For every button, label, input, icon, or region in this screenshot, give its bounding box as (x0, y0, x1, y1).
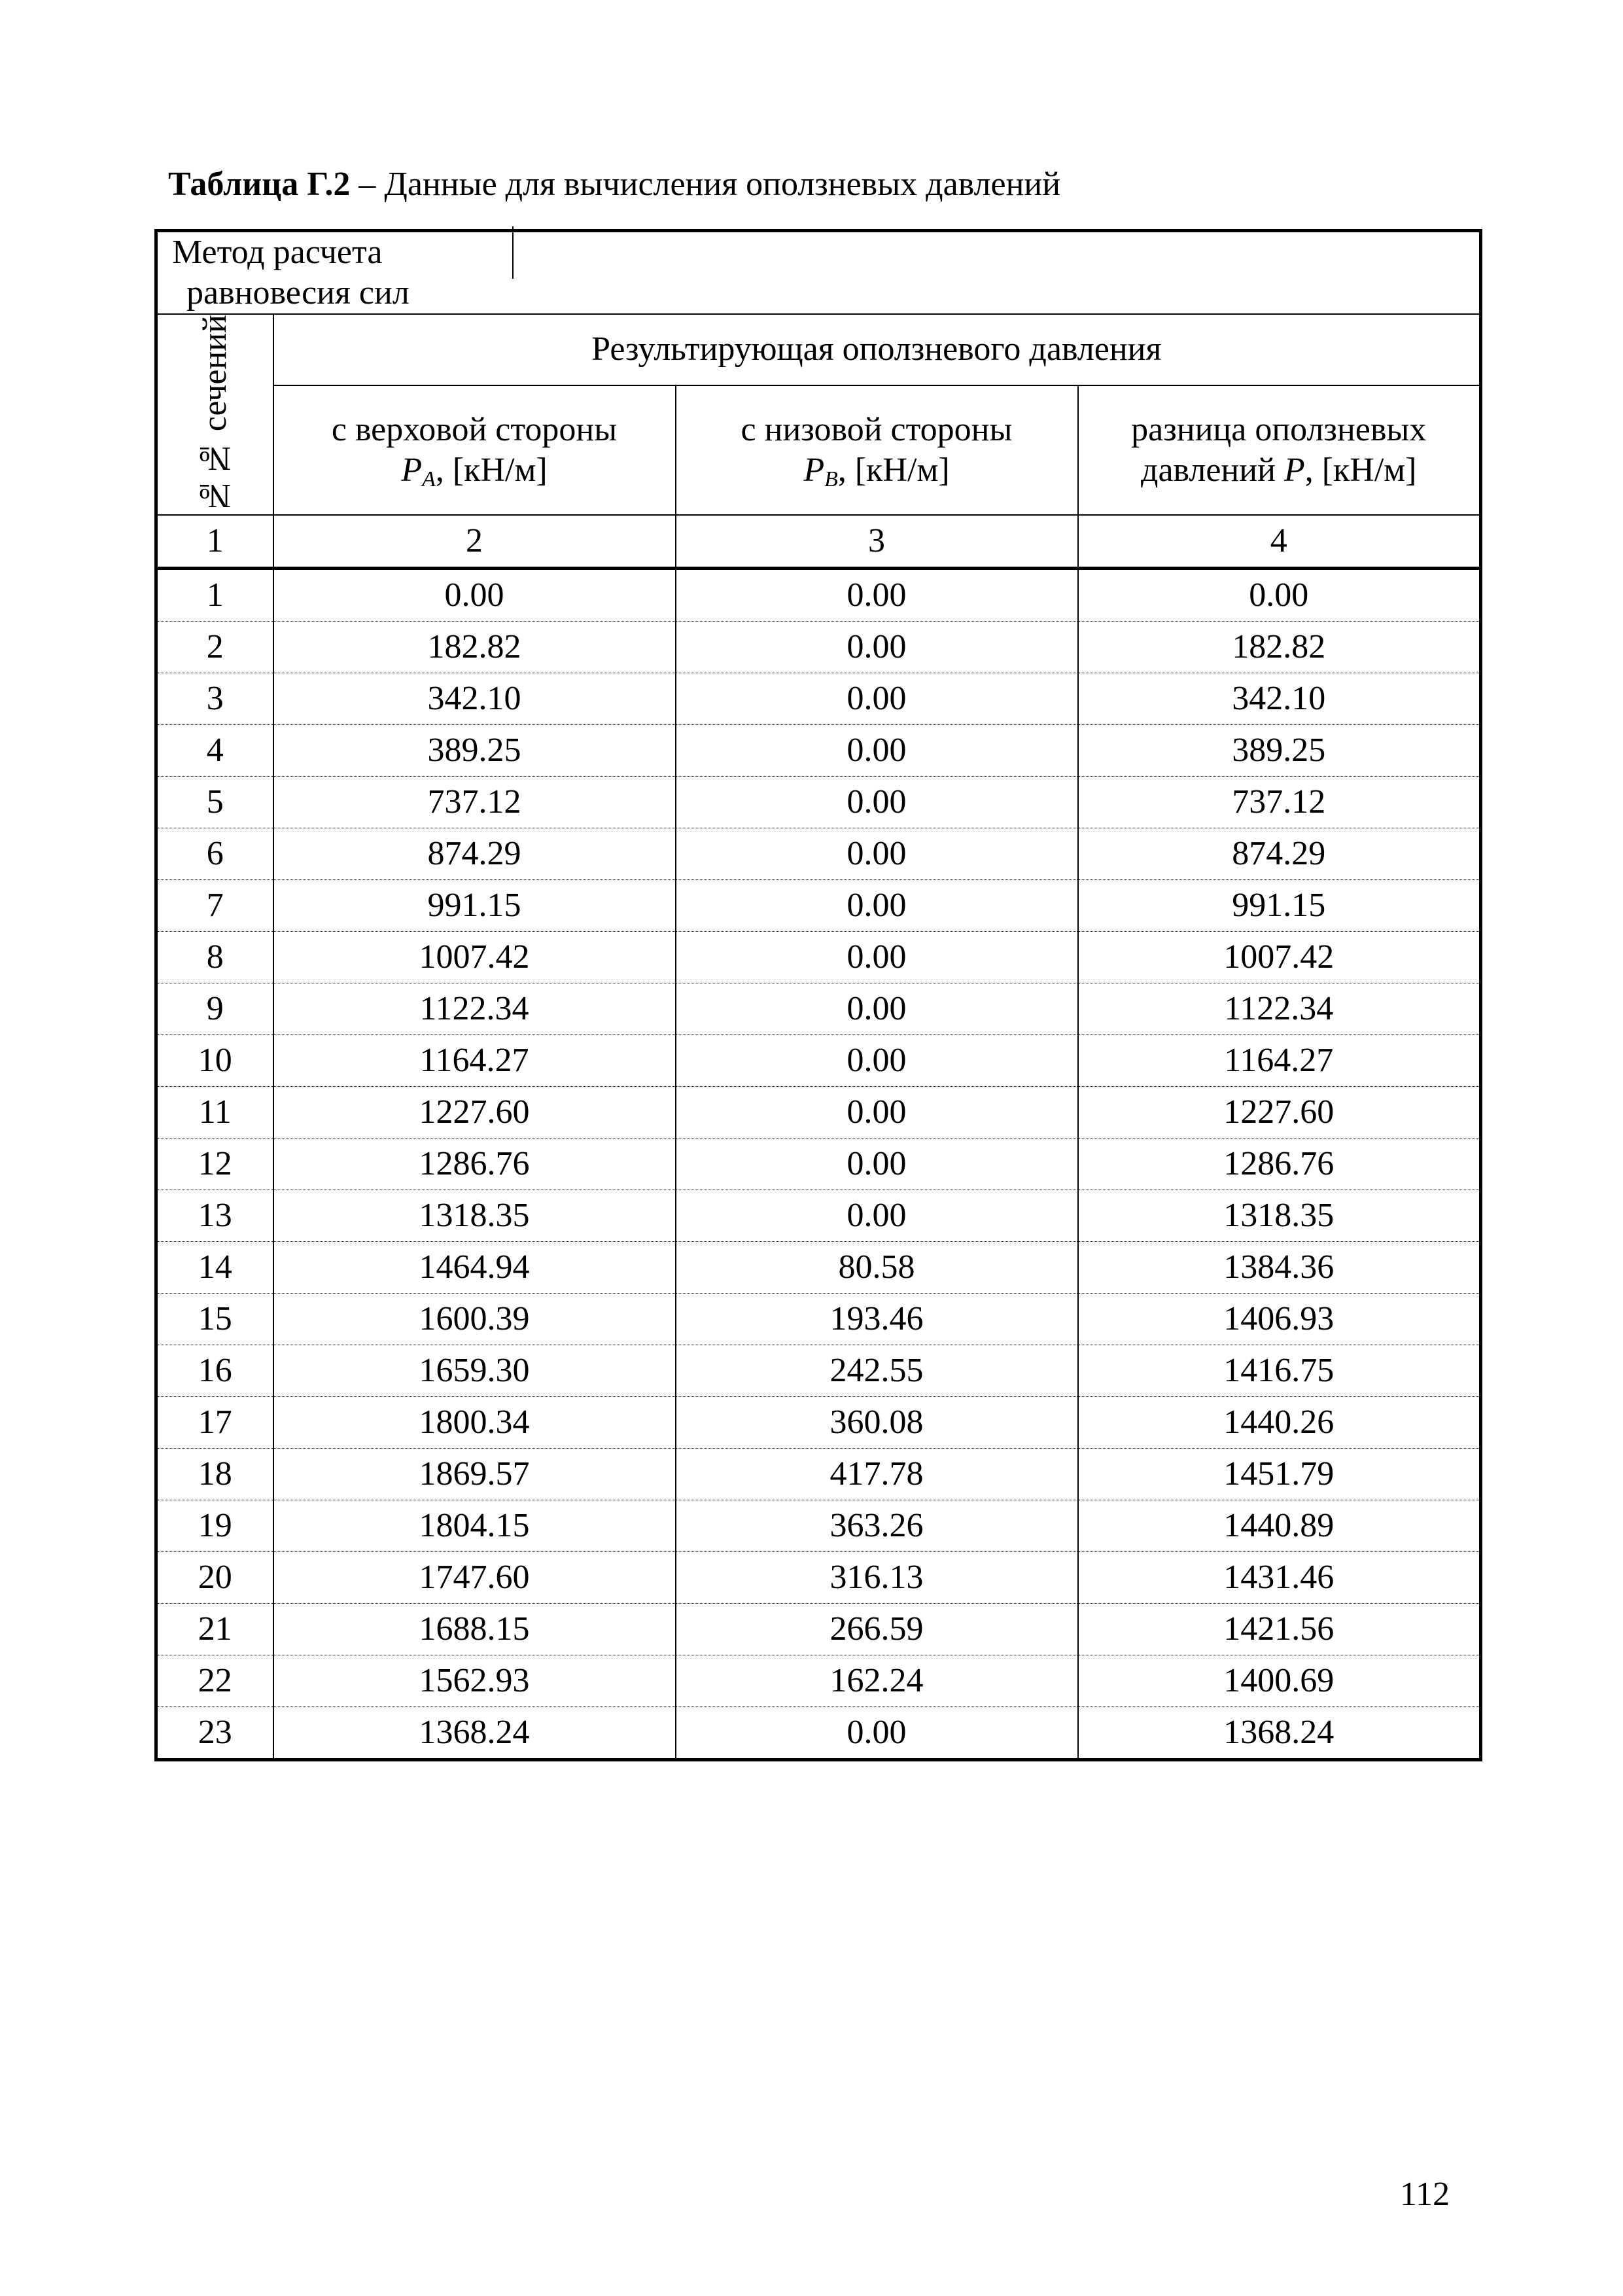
difference-symbol: P (1283, 451, 1305, 489)
lower-pressure-cell: 0.00 (676, 880, 1078, 932)
lower-pressure-cell: 80.58 (676, 1242, 1078, 1294)
column-number-row (156, 515, 1481, 569)
difference-title: разница оползневых (1131, 411, 1427, 449)
upper-side-header (273, 385, 676, 515)
lower-pressure-cell: 242.55 (676, 1345, 1078, 1397)
section-number-cell: 9 (156, 983, 273, 1035)
table-row (156, 622, 1481, 673)
lower-pressure-cell: 0.00 (676, 983, 1078, 1035)
pressure-difference-cell: 1406.93 (1078, 1294, 1481, 1345)
upper-pressure-cell: 1286.76 (273, 1139, 676, 1190)
section-number-cell: 11 (156, 1087, 273, 1139)
lower-pressure-cell: 0.00 (676, 673, 1078, 725)
section-number-cell: 19 (156, 1500, 273, 1552)
pressure-difference-cell: 1368.24 (1078, 1707, 1481, 1760)
pressure-difference-cell: 1122.34 (1078, 983, 1481, 1035)
section-number-cell: 5 (156, 777, 273, 828)
section-number-cell: 2 (156, 622, 273, 673)
column-number: 3 (676, 515, 1078, 569)
section-number-cell: 15 (156, 1294, 273, 1345)
pressure-difference-cell: 1286.76 (1078, 1139, 1481, 1190)
column-number: 4 (1078, 515, 1481, 569)
sub-header-row (156, 385, 1481, 515)
table-row (156, 828, 1481, 880)
section-number-cell: 17 (156, 1397, 273, 1449)
page-number: 112 (1400, 2176, 1450, 2213)
upper-pressure-cell: 1600.39 (273, 1294, 676, 1345)
pressure-difference-cell: 1318.35 (1078, 1190, 1481, 1242)
upper-side-title: с верховой стороны (331, 411, 618, 449)
table-row (156, 1294, 1481, 1345)
section-number-cell: 16 (156, 1345, 273, 1397)
method-value: равновесия сил (186, 274, 410, 311)
pressure-difference-cell: 182.82 (1078, 622, 1481, 673)
table-row (156, 880, 1481, 932)
table-row (156, 1190, 1481, 1242)
table-row (156, 1035, 1481, 1087)
section-number-cell: 12 (156, 1139, 273, 1190)
lower-pressure-cell: 0.00 (676, 1707, 1078, 1760)
section-number-cell: 7 (156, 880, 273, 932)
section-number-cell: 21 (156, 1604, 273, 1655)
lower-pressure-cell: 0.00 (676, 725, 1078, 777)
upper-pressure-cell: 1562.93 (273, 1655, 676, 1707)
lower-side-subscript: B (824, 467, 838, 492)
difference-prefix: давлений (1141, 451, 1284, 489)
pressure-difference-cell: 737.12 (1078, 777, 1481, 828)
upper-pressure-cell: 1318.35 (273, 1190, 676, 1242)
table-row (156, 1655, 1481, 1707)
upper-pressure-cell: 874.29 (273, 828, 676, 880)
table-row (156, 1242, 1481, 1294)
pressure-difference-cell: 1227.60 (1078, 1087, 1481, 1139)
section-number-cell: 13 (156, 1190, 273, 1242)
table-row (156, 725, 1481, 777)
upper-pressure-cell: 1869.57 (273, 1449, 676, 1500)
lower-pressure-cell: 0.00 (676, 622, 1078, 673)
pressure-difference-cell: 342.10 (1078, 673, 1481, 725)
lower-pressure-cell: 316.13 (676, 1552, 1078, 1604)
lower-pressure-cell: 0.00 (676, 1139, 1078, 1190)
pressure-difference-cell: 1400.69 (1078, 1655, 1481, 1707)
pressure-difference-cell: 1421.56 (1078, 1604, 1481, 1655)
lower-side-symbol: P (803, 451, 825, 489)
method-value-filler (676, 231, 1481, 315)
section-number-cell: 1 (156, 569, 273, 622)
sections-header: №№ сечений (196, 315, 234, 515)
pressure-difference-cell: 1164.27 (1078, 1035, 1481, 1087)
upper-pressure-cell: 1688.15 (273, 1604, 676, 1655)
pressure-difference-cell: 991.15 (1078, 880, 1481, 932)
table-caption (168, 164, 1060, 205)
difference-header (1078, 385, 1481, 515)
section-number-cell: 22 (156, 1655, 273, 1707)
table-row (156, 1552, 1481, 1604)
upper-pressure-cell: 1227.60 (273, 1087, 676, 1139)
pressure-difference-cell: 1431.46 (1078, 1552, 1481, 1604)
upper-pressure-cell: 1368.24 (273, 1707, 676, 1760)
upper-pressure-cell: 1164.27 (273, 1035, 676, 1087)
upper-pressure-cell: 991.15 (273, 880, 676, 932)
section-number-cell: 14 (156, 1242, 273, 1294)
upper-pressure-cell: 1800.34 (273, 1397, 676, 1449)
table-caption-text: – Данные для вычисления оползневых давлений (350, 166, 1061, 203)
lower-pressure-cell: 162.24 (676, 1655, 1078, 1707)
table-row (156, 1087, 1481, 1139)
method-label: Метод расчета (172, 226, 514, 279)
lower-pressure-cell: 360.08 (676, 1397, 1078, 1449)
table-row (156, 1139, 1481, 1190)
method-label-cell (156, 231, 676, 315)
pressure-difference-cell: 1440.26 (1078, 1397, 1481, 1449)
section-number-cell: 18 (156, 1449, 273, 1500)
section-number-cell: 8 (156, 932, 273, 983)
section-number-cell: 6 (156, 828, 273, 880)
sections-header-cell (156, 314, 273, 515)
upper-pressure-cell: 0.00 (273, 569, 676, 622)
lower-side-units: , [кН/м] (837, 451, 950, 489)
upper-pressure-cell: 342.10 (273, 673, 676, 725)
table-row (156, 1345, 1481, 1397)
pressure-difference-cell: 874.29 (1078, 828, 1481, 880)
landslide-pressure-table (154, 229, 1482, 1761)
lower-side-header (676, 385, 1078, 515)
table-row (156, 569, 1481, 622)
pressure-difference-cell: 389.25 (1078, 725, 1481, 777)
pressure-difference-cell: 1007.42 (1078, 932, 1481, 983)
upper-pressure-cell: 1659.30 (273, 1345, 676, 1397)
upper-pressure-cell: 1007.42 (273, 932, 676, 983)
pressure-difference-cell: 0.00 (1078, 569, 1481, 622)
lower-pressure-cell: 266.59 (676, 1604, 1078, 1655)
upper-pressure-cell: 1122.34 (273, 983, 676, 1035)
table-row (156, 1449, 1481, 1500)
section-number-cell: 10 (156, 1035, 273, 1087)
lower-pressure-cell: 0.00 (676, 932, 1078, 983)
table-caption-label: Таблица Г.2 (168, 166, 351, 203)
upper-pressure-cell: 1804.15 (273, 1500, 676, 1552)
column-number: 2 (273, 515, 676, 569)
result-header-row (156, 314, 1481, 385)
column-number: 1 (156, 515, 273, 569)
difference-units: , [кН/м] (1304, 451, 1417, 489)
lower-pressure-cell: 417.78 (676, 1449, 1078, 1500)
table-row (156, 983, 1481, 1035)
pressure-difference-cell: 1440.89 (1078, 1500, 1481, 1552)
upper-side-units: , [кН/м] (435, 451, 548, 489)
lower-pressure-cell: 363.26 (676, 1500, 1078, 1552)
method-row (156, 231, 1481, 315)
lower-pressure-cell: 0.00 (676, 777, 1078, 828)
pressure-difference-cell: 1416.75 (1078, 1345, 1481, 1397)
table-row (156, 1500, 1481, 1552)
pressure-difference-cell: 1451.79 (1078, 1449, 1481, 1500)
table-row (156, 777, 1481, 828)
table-row (156, 1604, 1481, 1655)
lower-pressure-cell: 0.00 (676, 828, 1078, 880)
lower-pressure-cell: 193.46 (676, 1294, 1078, 1345)
lower-pressure-cell: 0.00 (676, 1087, 1078, 1139)
upper-pressure-cell: 737.12 (273, 777, 676, 828)
pressure-difference-cell: 1384.36 (1078, 1242, 1481, 1294)
lower-pressure-cell: 0.00 (676, 1035, 1078, 1087)
upper-pressure-cell: 389.25 (273, 725, 676, 777)
upper-pressure-cell: 182.82 (273, 622, 676, 673)
section-number-cell: 4 (156, 725, 273, 777)
upper-pressure-cell: 1747.60 (273, 1552, 676, 1604)
lower-pressure-cell: 0.00 (676, 1190, 1078, 1242)
upper-pressure-cell: 1464.94 (273, 1242, 676, 1294)
result-header: Результирующая оползневого давления (273, 314, 1481, 385)
table-row (156, 1707, 1481, 1760)
table-row (156, 1397, 1481, 1449)
section-number-cell: 20 (156, 1552, 273, 1604)
upper-side-symbol: P (401, 451, 423, 489)
section-number-cell: 3 (156, 673, 273, 725)
upper-side-subscript: A (422, 467, 436, 492)
lower-side-title: с низовой стороны (741, 411, 1013, 449)
lower-pressure-cell: 0.00 (676, 569, 1078, 622)
section-number-cell: 23 (156, 1707, 273, 1760)
table-row (156, 673, 1481, 725)
table-row (156, 932, 1481, 983)
